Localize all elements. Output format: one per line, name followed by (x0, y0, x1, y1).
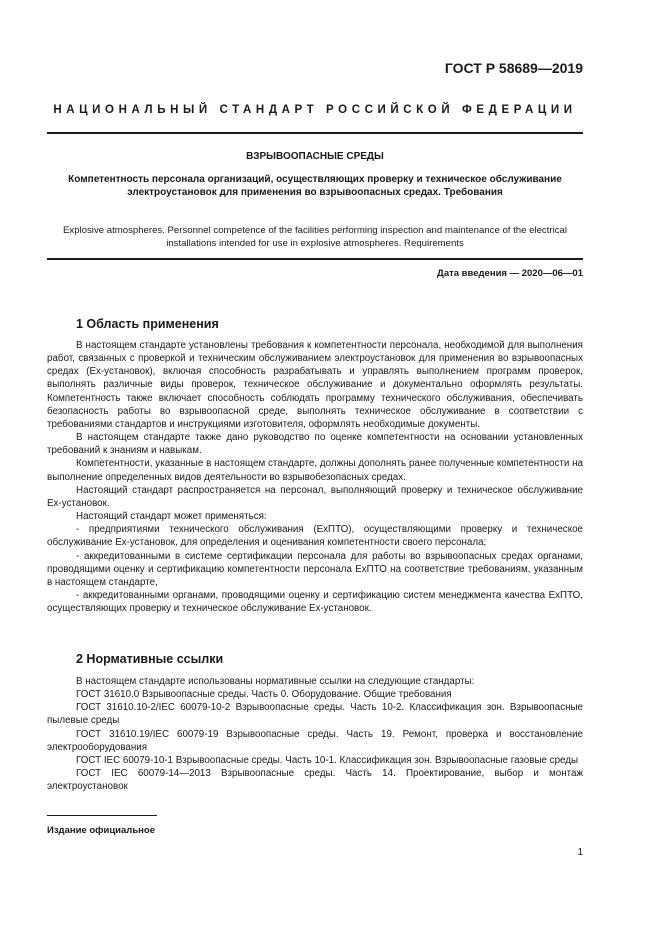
normative-reference: ГОСТ IEC 60079-10-1 Взрывоопасные среды. Часть 10-1. Классификация зон. Взрывоопасные газовые среды (76, 754, 579, 766)
document-number: ГОСТ Р 58689—2019 (444, 60, 583, 76)
normative-reference: ГОСТ 31610.19/IEC 60079-19 Взрывоопасные среды. Часть 19. Ремонт, проверка и восстановление электрооборудования (47, 728, 583, 753)
document-subtitle: Компетентность персонала организаций, осуществляющих проверку и техническое обслуживание электроустановок для применения во взрывоопасных средах. Требования (68, 174, 562, 198)
english-title: Explosive atmospheres. Personnel competence of the facilities performing inspection and maintenance of the electrical installations intended for use in explosive atmospheres. Requirements (63, 225, 567, 249)
section-1-heading: 1 Область применения (76, 317, 219, 331)
section-1-list-item: - предприятиями технического обслуживания (ЕхПТО), осуществляющими проверку и техническое обслуживание Ех-установок, для определения и оценивания компетентности своего персонала; (47, 524, 583, 549)
document-title: ВЗРЫВООПАСНЫЕ СРЕДЫ (246, 151, 384, 162)
introduction-date: Дата введения — 2020—06—01 (437, 268, 583, 279)
page-number: 1 (577, 847, 583, 858)
edition-label: Издание официальное (47, 825, 155, 836)
title-divider (47, 258, 583, 260)
normative-reference: ГОСТ 31610.10-2/IEC 60079-10-2 Взрывоопасные среды. Часть 10-2. Классификация зон. Взрывоопасные пылевые среды (47, 702, 583, 727)
section-1-paragraph: Компетентности, указанные в настоящем стандарте, должны дополнять ранее полученные компетентности на выполнение определенных видов деятельности во взрывобезопасных средах. (47, 458, 583, 483)
footer-divider (47, 815, 157, 816)
section-1-body (47, 339, 583, 615)
section-2-heading: 2 Нормативные ссылки (76, 652, 224, 666)
section-1-paragraph: Настоящий стандарт может применяться: (76, 511, 267, 523)
section-1-list-item: - аккредитованными органами, проводящими оценку и сертификацию систем менеджмента качества ЕхПТО, осуществляющих проверку и техническое обслуживание Ех-установок. (47, 589, 583, 615)
section-2-paragraph: В настоящем стандарте использованы нормативные ссылки на следующие стандарты: (76, 676, 475, 687)
section-1-paragraph: В настоящем стандарте также дано руководство по оценке компетентности на основании установленных требований к знаниям и навыкам. (47, 432, 583, 457)
top-divider (47, 132, 583, 134)
national-standard-banner: НАЦИОНАЛЬНЫЙ СТАНДАРТ РОССИЙСКОЙ ФЕДЕРАЦИИ (53, 104, 577, 116)
section-2-body (47, 675, 583, 793)
section-1-list-item: - аккредитованными в системе сертификации персонала для работы во взрывоопасных средах органами, проводящими оценку и сертификацию компетентности персонала ЕхПТО на соответствие требованиям, указанным в настоящем стандарте, (47, 550, 583, 588)
section-1-paragraph: Настоящий стандарт распространяется на персонал, выполняющий проверку и техническое обслуживание Ех-установок. (47, 484, 583, 509)
normative-reference: ГОСТ IEC 60079-14—2013 Взрывоопасные среды. Часть 14. Проектирование, выбор и монтаж электроустановок (47, 768, 583, 793)
section-1-paragraph: В настоящем стандарте установлены требования к компетентности персонала, необходимой для выполнения работ, связанных с проверкой и техническим обслуживанием электроустановок для применения во взрывоопасных средах (Ех-установок), включая способность разрабатывать и управлять выполнением программ проверок, выполнять различные виды проверок, техническое обслуживание и документально оформлять результаты. Компетентность также включает способность соблюдать программу технического обслуживания, обеспечивать безопасность работы во взрывоопасной среде, выполнять техническое обслуживание в соответствии с требованиями стандартов и инструкциями изготовителя, оформлять необходимые документы. (47, 340, 583, 430)
normative-reference: ГОСТ 31610.0 Взрывоопасные среды. Часть 0. Оборудование. Общие требования (76, 689, 452, 701)
